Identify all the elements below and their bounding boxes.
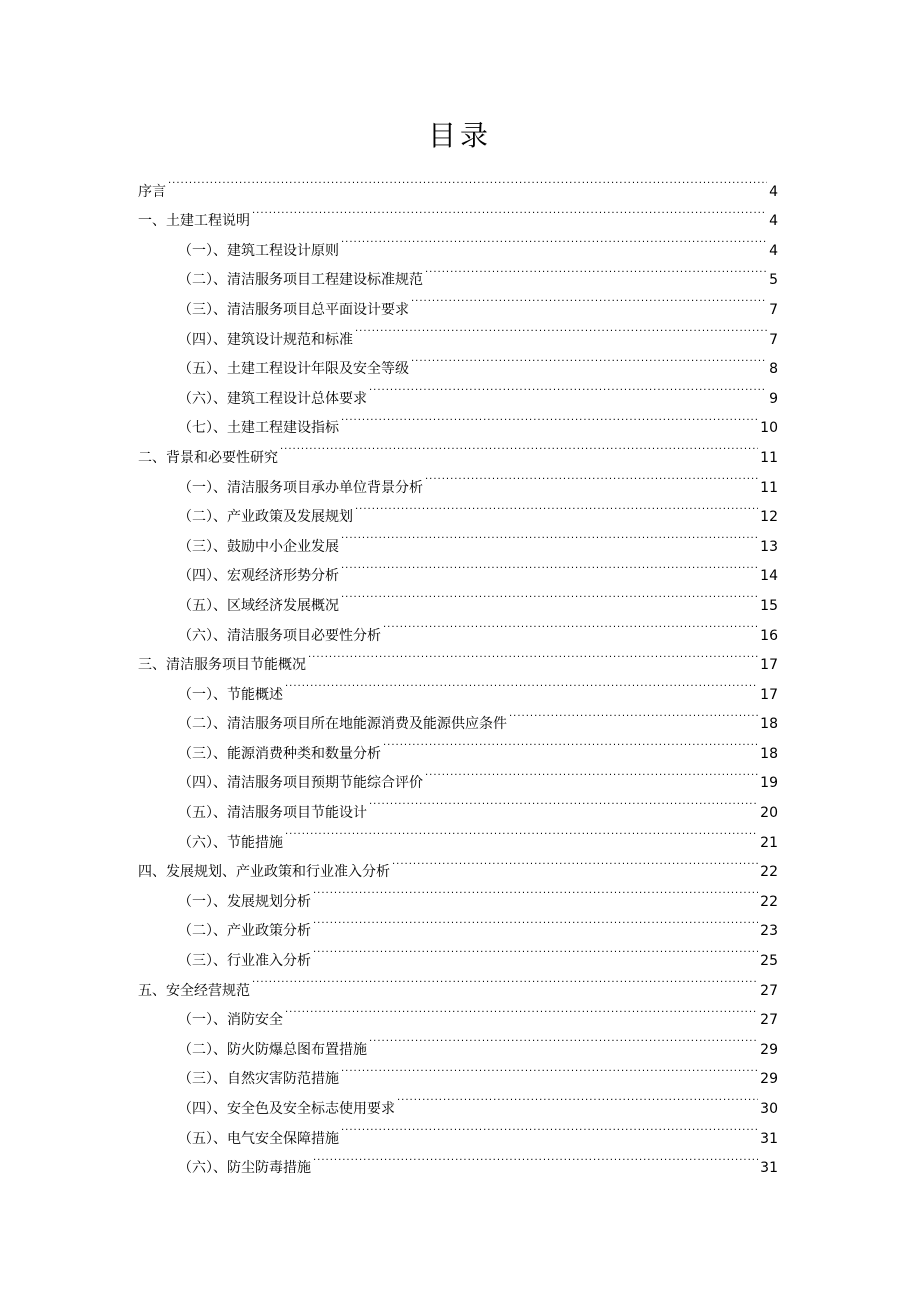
toc-dot-leader	[425, 758, 758, 788]
toc-dot-leader	[397, 1083, 758, 1113]
toc-entry-label: （三）、能源消费种类和数量分析	[178, 745, 381, 762]
toc-entry-page-number: 22	[760, 864, 778, 881]
toc-entry-label: 五、安全经营规范	[138, 982, 250, 999]
toc-dot-leader	[280, 432, 758, 462]
toc-entry-page-number: 27	[760, 1012, 778, 1029]
toc-dot-leader	[252, 965, 758, 995]
toc-entry-label: 序言	[138, 183, 166, 200]
toc-dot-leader	[313, 1143, 758, 1173]
toc-entry-label: （四）、宏观经济形势分析	[178, 568, 339, 585]
toc-dot-leader	[383, 610, 758, 640]
toc-entry-page-number: 12	[760, 509, 778, 526]
table-of-contents	[138, 166, 778, 1177]
toc-entry-label: （一）、清洁服务项目承办单位背景分析	[178, 479, 423, 496]
toc-entry-page-number: 14	[760, 568, 778, 585]
toc-dot-leader	[341, 403, 758, 433]
toc-entry-page-number: 7	[769, 301, 778, 318]
toc-entry-page-number: 31	[760, 1130, 778, 1147]
toc-dot-leader	[411, 344, 767, 374]
toc-dot-leader	[341, 1113, 758, 1143]
toc-entry-label: （二）、产业政策及发展规划	[178, 509, 353, 526]
toc-entry-label: （一）、节能概述	[178, 686, 283, 703]
toc-entry-label: （四）、清洁服务项目预期节能综合评价	[178, 775, 423, 792]
toc-entry-label: （一）、发展规划分析	[178, 893, 311, 910]
toc-entry-page-number: 29	[760, 1071, 778, 1088]
toc-entry-label: （二）、产业政策分析	[178, 923, 311, 940]
toc-entry-page-number: 23	[760, 923, 778, 940]
toc-entry-label: （一）、建筑工程设计原则	[178, 242, 339, 259]
toc-dot-leader	[313, 906, 758, 936]
toc-entry-page-number: 7	[769, 331, 778, 348]
page-title: 目录	[427, 119, 492, 152]
toc-entry-label: （六）、清洁服务项目必要性分析	[178, 627, 381, 644]
toc-entry-page-number: 9	[769, 390, 778, 407]
toc-entry-label: （五）、土建工程设计年限及安全等级	[178, 361, 409, 378]
toc-entry-page-number: 8	[769, 361, 778, 378]
toc-dot-leader	[168, 166, 767, 196]
toc-dot-leader	[341, 551, 758, 581]
toc-entry-page-number: 18	[760, 745, 778, 762]
toc-entry-label: （五）、电气安全保障措施	[178, 1130, 339, 1147]
toc-entry-page-number: 27	[760, 982, 778, 999]
toc-dot-leader	[369, 373, 767, 403]
toc-entry-label: （二）、清洁服务项目所在地能源消费及能源供应条件	[178, 716, 507, 733]
toc-entry-page-number: 18	[760, 716, 778, 733]
toc-dot-leader	[341, 1054, 758, 1084]
toc-dot-leader	[341, 580, 758, 610]
toc-entry-page-number: 13	[760, 538, 778, 555]
toc-dot-leader	[369, 787, 758, 817]
toc-dot-leader	[383, 728, 758, 758]
toc-dot-leader	[285, 817, 758, 847]
toc-dot-leader	[411, 284, 767, 314]
toc-dot-leader	[509, 699, 758, 729]
toc-entry-label: （五）、区域经济发展概况	[178, 597, 339, 614]
toc-entry-label: （二）、清洁服务项目工程建设标准规范	[178, 272, 423, 289]
toc-entry[interactable]	[138, 196, 778, 230]
toc-dot-leader	[425, 255, 767, 285]
toc-entry-page-number: 30	[760, 1101, 778, 1117]
toc-entry-label: （七）、土建工程建设指标	[178, 420, 339, 437]
toc-entry-page-number: 25	[760, 953, 778, 970]
toc-dot-leader	[369, 1024, 758, 1054]
toc-entry-label: （三）、鼓励中小企业发展	[178, 538, 339, 555]
toc-entry-label: （二）、防火防爆总图布置措施	[178, 1041, 367, 1058]
toc-dot-leader	[313, 935, 758, 965]
toc-entry-page-number: 20	[760, 805, 778, 822]
toc-entry-label: （四）、安全色及安全标志使用要求	[178, 1101, 395, 1117]
toc-entry-page-number: 4	[769, 242, 778, 259]
toc-entry-page-number: 19	[760, 775, 778, 792]
toc-dot-leader	[308, 640, 758, 670]
toc-dot-leader	[341, 521, 758, 551]
toc-entry[interactable]	[138, 166, 778, 200]
toc-entry-label: （五）、清洁服务项目节能设计	[178, 805, 367, 822]
toc-dot-leader	[313, 876, 758, 906]
toc-entry-page-number: 16	[760, 627, 778, 644]
toc-entry-label: （六）、防尘防毒措施	[178, 1160, 311, 1177]
toc-dot-leader	[252, 196, 767, 226]
toc-entry-label: （六）、节能措施	[178, 834, 283, 851]
toc-entry-label: （一）、消防安全	[178, 1012, 283, 1029]
toc-entry-label: 二、背景和必要性研究	[138, 449, 278, 466]
toc-entry-label: （四）、建筑设计规范和标准	[178, 331, 353, 348]
toc-entry-page-number: 22	[760, 893, 778, 910]
toc-entry-page-number: 11	[760, 479, 778, 496]
toc-dot-leader	[425, 462, 758, 492]
toc-entry-label: 四、发展规划、产业政策和行业准入分析	[138, 864, 390, 881]
toc-entry-page-number: 11	[760, 449, 778, 466]
toc-entry-label: （三）、行业准入分析	[178, 953, 311, 970]
toc-dot-leader	[355, 492, 758, 522]
toc-entry-page-number: 4	[769, 183, 778, 200]
toc-entry-page-number: 4	[769, 213, 778, 230]
toc-entry-label: 三、清洁服务项目节能概况	[138, 657, 306, 674]
toc-entry-page-number: 21	[760, 834, 778, 851]
toc-entry-page-number: 31	[760, 1160, 778, 1177]
toc-dot-leader	[341, 225, 767, 255]
toc-entry-page-number: 29	[760, 1041, 778, 1058]
toc-dot-leader	[285, 669, 758, 699]
toc-entry-label: （三）、自然灾害防范措施	[178, 1071, 339, 1088]
toc-entry-page-number: 17	[760, 657, 778, 674]
toc-entry-label: （六）、建筑工程设计总体要求	[178, 390, 367, 407]
toc-dot-leader	[392, 847, 758, 877]
toc-dot-leader	[285, 995, 758, 1025]
toc-entry-page-number: 5	[769, 272, 778, 289]
toc-entry-page-number: 17	[760, 686, 778, 703]
toc-entry-page-number: 15	[760, 597, 778, 614]
toc-dot-leader	[355, 314, 767, 344]
toc-entry-label: 一、土建工程说明	[138, 213, 250, 230]
toc-entry-page-number: 10	[760, 420, 778, 437]
toc-entry-label: （三）、清洁服务项目总平面设计要求	[178, 301, 409, 318]
